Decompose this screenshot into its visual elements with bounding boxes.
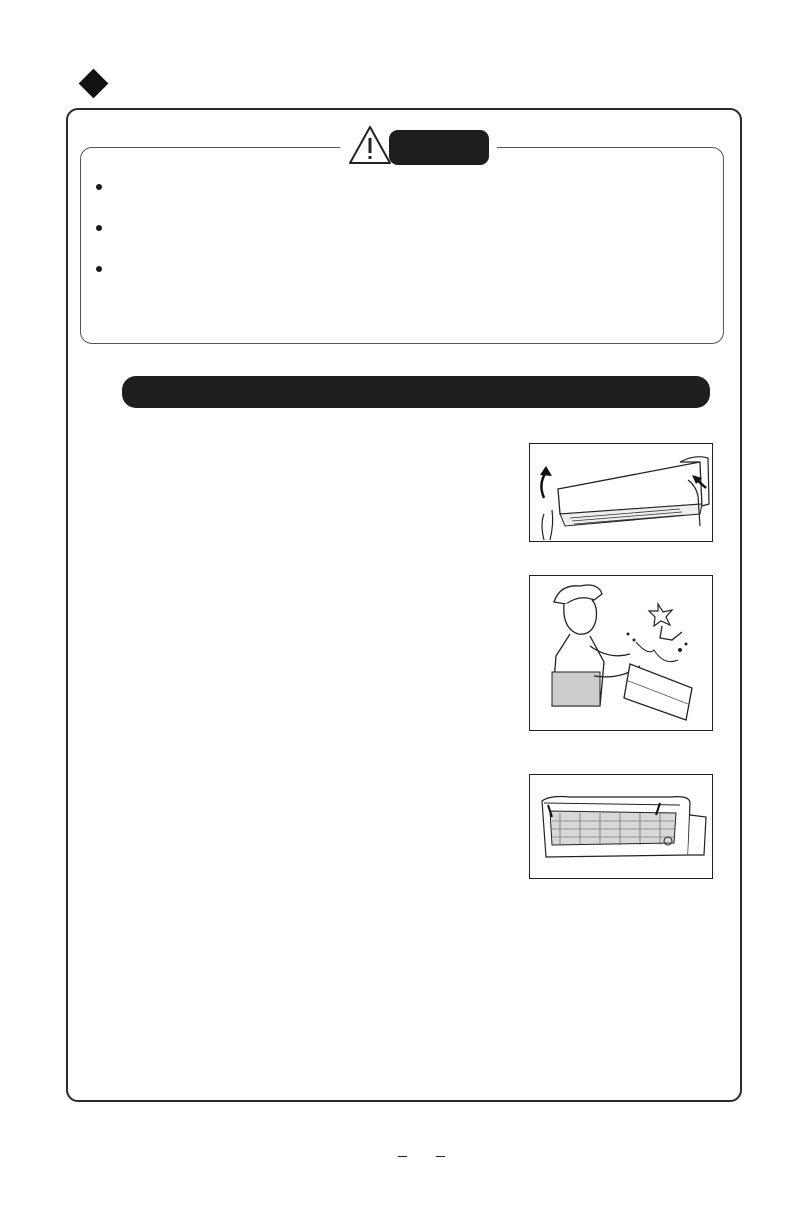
open-front-panel-illustration xyxy=(529,443,713,542)
wash-filter-illustration xyxy=(529,575,713,731)
caution-bullet-3 xyxy=(96,266,102,272)
caution-label xyxy=(389,130,489,165)
footer-dash-left xyxy=(398,1156,407,1157)
footer-dash-right xyxy=(436,1156,445,1157)
section-heading-bar xyxy=(122,376,710,408)
warning-triangle-icon xyxy=(347,124,393,166)
reinstall-filter-illustration xyxy=(529,774,713,879)
caution-bullet-2 xyxy=(96,225,102,231)
caution-bullet-1 xyxy=(96,184,102,190)
caution-box xyxy=(80,147,724,344)
diamond-bullet-icon xyxy=(79,69,109,99)
